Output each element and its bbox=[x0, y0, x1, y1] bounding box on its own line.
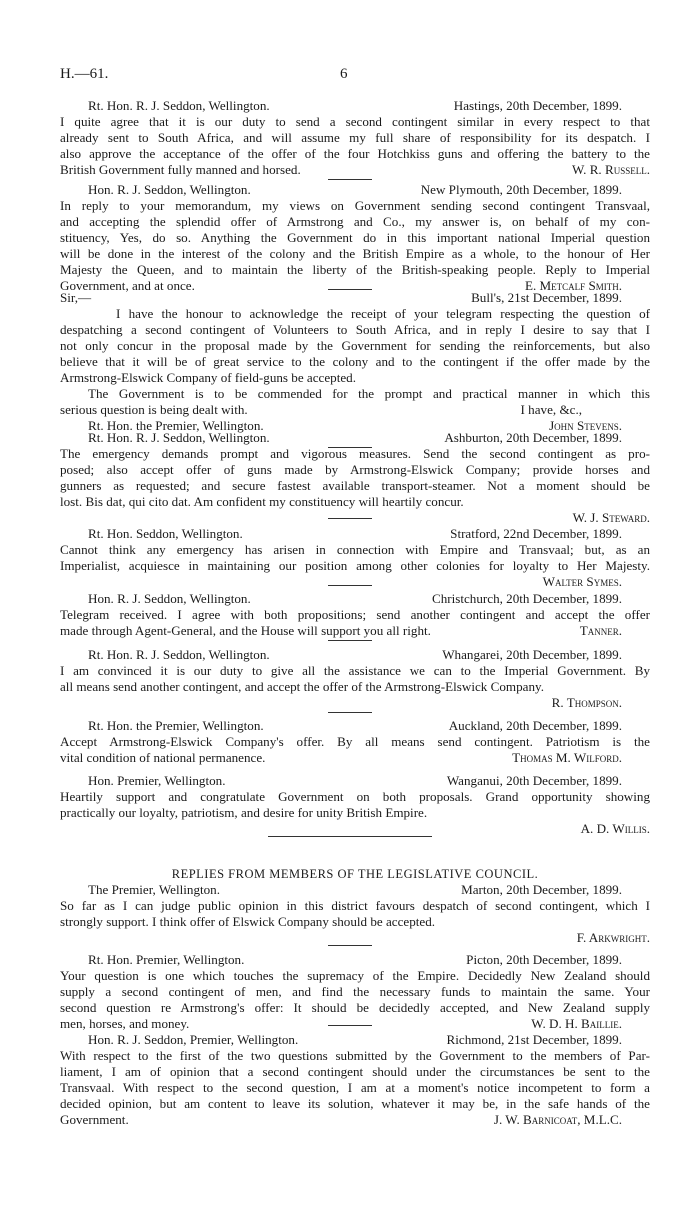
body-line: I am convinced it is our duty to give all the assistance we can to the Imperial Government. By bbox=[60, 663, 650, 678]
signature: John Stevens. bbox=[549, 418, 622, 433]
body-line: and accepting the splendid offer of Armstrong and Co., my answer is, on behalf of my con- bbox=[60, 214, 650, 229]
body-line: second question re Armstrong's offer: It should be decidedly accepted, and New Zealand supply bbox=[60, 1000, 650, 1015]
body-line: strongly support. I think offer of Elswick Company should be accepted. bbox=[60, 914, 436, 929]
addressee: Rt. Hon. Seddon, Wellington. bbox=[88, 526, 243, 541]
reply-richmond bbox=[60, 1032, 650, 1128]
place-date: Christchurch, 20th December, 1899. bbox=[431, 591, 622, 606]
body-line: Telegram received. I agree with both propositions; send another contingent and accept the offer bbox=[60, 607, 650, 622]
signature: Walter Symes. bbox=[542, 574, 622, 589]
body-line: With respect to the first of the two questions submitted by the Government to the members of Par- bbox=[60, 1048, 650, 1063]
body-line: men, horses, and money. bbox=[60, 1016, 190, 1031]
reply-marton bbox=[60, 882, 650, 946]
place-date: Stratford, 22nd December, 1899. bbox=[450, 526, 622, 541]
addressee: Hon. R. J. Seddon, Premier, Wellington. bbox=[88, 1032, 299, 1047]
body-line: Imperialist, acquiesce in maintaining our position among other colonies for loyalty to Her Majesty. bbox=[60, 558, 650, 573]
place-date: Marton, 20th December, 1899. bbox=[461, 882, 622, 897]
addressee: Rt. Hon. R. J. Seddon, Wellington. bbox=[88, 98, 270, 113]
body-line: Heartily support and congratulate Government on both proposals. Grand opportunity showing bbox=[60, 789, 650, 804]
place-date: Hastings, 20th December, 1899. bbox=[453, 98, 622, 113]
body-line: made through Agent-General, and the House will support you all right. bbox=[60, 623, 431, 638]
separator-rule bbox=[328, 585, 372, 586]
place-date: Auckland, 20th December, 1899. bbox=[448, 718, 622, 733]
separator-rule bbox=[328, 518, 372, 519]
signature: R. Thompson. bbox=[551, 695, 622, 710]
signature: J. W. Barnicoat, M.L.C. bbox=[493, 1112, 622, 1127]
separator-rule bbox=[328, 712, 372, 713]
body-line: decided opinion, but am content to leave its solution, whatever it may be, in the safe hands of the bbox=[60, 1096, 650, 1111]
letter-bulls bbox=[60, 290, 650, 434]
place-date: Wanganui, 20th December, 1899. bbox=[446, 773, 622, 788]
place-date: Richmond, 21st December, 1899. bbox=[446, 1032, 622, 1047]
addressee: Rt. Hon. R. J. Seddon, Wellington. bbox=[88, 647, 270, 662]
telegram-hastings bbox=[60, 98, 650, 178]
place-date: Whangarei, 20th December, 1899. bbox=[442, 647, 622, 662]
body-line: So far as I can judge public opinion in this district favours despatch of second contingent, which I bbox=[60, 898, 650, 913]
body-line: stituency, Yes, do so. Anything the Government do in this important national Imperial question bbox=[60, 230, 650, 245]
addressee: Hon. Premier, Wellington. bbox=[88, 773, 226, 788]
signature: W. R. Russell. bbox=[572, 162, 650, 177]
signature: W. J. Steward. bbox=[572, 510, 650, 525]
separator-rule bbox=[328, 1025, 372, 1026]
addressee: Hon. R. J. Seddon, Wellington. bbox=[88, 591, 251, 606]
body-line: lost. Bis dat, qui cito dat. Am confident my constituency will heartily concur. bbox=[60, 494, 464, 509]
body-line: Government. bbox=[60, 1112, 129, 1127]
addressee: The Premier, Wellington. bbox=[88, 882, 220, 897]
telegram-christchurch bbox=[60, 591, 650, 639]
place-date: Bull's, 21st December, 1899. bbox=[471, 290, 622, 305]
body-line: The emergency demands prompt and vigorous measures. Send the second contingent as pro- bbox=[60, 446, 650, 461]
telegram-auckland bbox=[60, 718, 650, 766]
page-header bbox=[60, 66, 650, 86]
body-line: serious question is being dealt with. bbox=[60, 402, 248, 417]
body-line: supply a second contingent of men, and find the necessary funds to maintain the same. Your bbox=[60, 984, 650, 999]
signature: E. Metcalf Smith. bbox=[524, 278, 622, 293]
body-line: The Government is to be commended for the prompt and practical manner in which this bbox=[88, 386, 650, 401]
body-line: Cannot think any emergency has arisen in connection with Empire and Transvaal; but, as an bbox=[60, 542, 650, 557]
signature: F. Arkwright. bbox=[576, 930, 650, 945]
body-line: Transvaal. With respect to the second question, I am at a moment's notice incompetent to form a bbox=[60, 1080, 650, 1095]
body-line: all means send another contingent, and accept the offer of the Armstrong-Elswick Company. bbox=[60, 679, 544, 694]
telegram-whangarei bbox=[60, 647, 650, 711]
addressee: Rt. Hon. Premier, Wellington. bbox=[88, 952, 245, 967]
body-line: will be done in the interest of the colony and the British Empire as a whole, to the honour of Her bbox=[60, 246, 650, 261]
addressee: Hon. R. J. Seddon, Wellington. bbox=[88, 182, 251, 197]
signature: W. D. H. Baillie. bbox=[531, 1016, 622, 1031]
place-date: Ashburton, 20th December, 1899. bbox=[444, 430, 622, 445]
body-line: Majesty the Queen, and to maintain the liberty of the British-speaking people. Reply to Imperial bbox=[60, 262, 650, 277]
signature: A. D. Willis. bbox=[580, 821, 650, 836]
body-line: Accept Armstrong-Elswick Company's offer. By all means send contingent. Patriotism is the bbox=[60, 734, 650, 749]
body-line: I quite agree that it is our duty to send a second contingent similar in every respect to that bbox=[60, 114, 650, 129]
reply-picton bbox=[60, 952, 650, 1032]
page-number: 6 bbox=[340, 66, 348, 82]
body-line: vital condition of national permanence. bbox=[60, 750, 266, 765]
body-line: liament, I am of opinion that a second contingent should under the circumstances be sent to the bbox=[60, 1064, 650, 1079]
separator-rule bbox=[328, 179, 372, 180]
separator-rule bbox=[328, 945, 372, 946]
section-divider bbox=[268, 836, 432, 837]
body-line: posed; also accept offer of guns made by Armstrong-Elswick Company; provide horses and bbox=[60, 462, 650, 477]
separator-rule bbox=[328, 640, 372, 641]
body-line: gunners as requested; and secure fastest available transport-steamer. Not a moment should be bbox=[60, 478, 650, 493]
signature: Tanner. bbox=[579, 623, 622, 638]
place-date: New Plymouth, 20th December, 1899. bbox=[420, 182, 622, 197]
body-line: I have the honour to acknowledge the receipt of your telegram respecting the question of bbox=[116, 306, 650, 321]
body-line: believe that it will be of great service to the colony and to the contingent if the offer made by the bbox=[60, 354, 650, 369]
signature: Thomas M. Wilford. bbox=[512, 750, 622, 765]
body-line: British Government fully manned and horsed. bbox=[60, 162, 301, 177]
addressee: Rt. Hon. the Premier, Wellington. bbox=[88, 418, 264, 433]
body-line: Your question is one which touches the supremacy of the Empire. Decidedly New Zealand should bbox=[60, 968, 650, 983]
closing: I have, &c., bbox=[520, 402, 582, 417]
section-heading: REPLIES FROM MEMBERS OF THE LEGISLATIVE COUNCIL. bbox=[171, 867, 539, 881]
addressee: Rt. Hon. R. J. Seddon, Wellington. bbox=[88, 430, 270, 445]
addressee: Rt. Hon. the Premier, Wellington. bbox=[88, 718, 264, 733]
body-line: practically our loyalty, patriotism, and desire for unity British Empire. bbox=[60, 805, 428, 820]
telegram-new-plymouth bbox=[60, 182, 650, 294]
body-line: despatching a second contingent of Volunteers to South Africa, and in reply I desire to say that I bbox=[60, 322, 650, 337]
body-line: In reply to your memorandum, my views on Government sending second contingent Transvaal, bbox=[60, 198, 650, 213]
body-line: also approve the acceptance of the offer of the four Hotchkiss guns and offering the battery to the bbox=[60, 146, 650, 161]
salutation: Sir,— bbox=[60, 290, 92, 305]
body-line: not only concur in the proposal made by the Government for sending the reinforcements, but also bbox=[60, 338, 650, 353]
document-reference: H.—61. bbox=[60, 66, 109, 82]
body-line: Government, and at once. bbox=[60, 278, 195, 293]
body-line: already sent to South Africa, and will assume my full share of responsibility for its despatch. I bbox=[60, 130, 650, 145]
body-line: Armstrong-Elswick Company of field-guns be accepted. bbox=[60, 370, 356, 385]
place-date: Picton, 20th December, 1899. bbox=[466, 952, 622, 967]
telegram-ashburton bbox=[60, 430, 650, 526]
telegram-stratford bbox=[60, 526, 650, 590]
telegram-wanganui bbox=[60, 773, 650, 837]
